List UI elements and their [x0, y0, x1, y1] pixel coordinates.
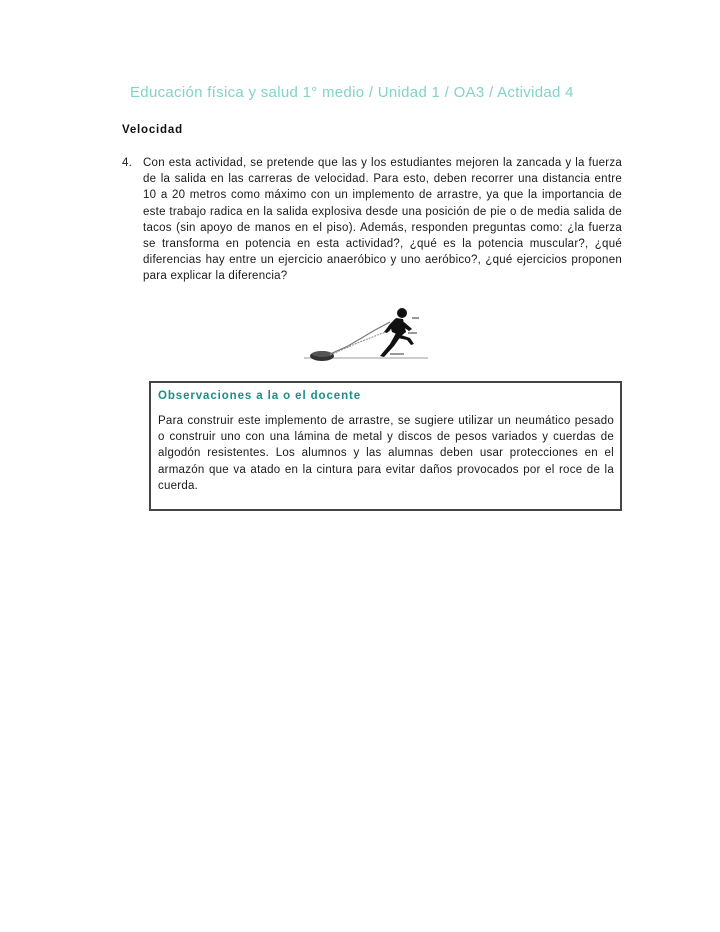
breadcrumb-header: Educación física y salud 1° medio / Unidad 1 / OA3 / Actividad 4	[130, 84, 574, 101]
notes-title: Observaciones a la o el docente	[158, 390, 362, 402]
activity-number: 4.	[122, 157, 133, 169]
runner-pulling-tire-illustration	[300, 302, 430, 372]
activity-item	[122, 155, 622, 285]
section-title: Velocidad	[122, 124, 183, 136]
activity-text: Con esta actividad, se pretende que las y los estudiantes mejoren la zancada y la fuerza de la salida en las carreras de velocidad. Para esto, deben recorrer una distancia entre 10 a 20 metros como máximo con un implemento de arrastre, ya que la importancia de este trabajo radica en la salida explosiva desde una posición de pie o de media salida de tacos (sin apoyo de manos en el piso). Además, responden preguntas como: ¿la fuerza se transforma en potencia en esta actividad?, ¿qué es la potencia muscular?, ¿qué diferencias hay entre un ejercicio anaeróbico y uno aeróbico?, ¿qué ejercicios proponen para explicar la diferencia?	[143, 157, 622, 283]
notes-text: Para construir este implemento de arrastre, se sugiere utilizar un neumático pesado o construir uno con una lámina de metal y discos de pesos variados y cuerdas de algodón resistentes. Los alumnos y las alumnas deben usar protecciones en el armazón que va atado en la cintura para evitar daños provocados por el roce de la cuerda.	[158, 415, 614, 492]
teacher-notes-box	[149, 381, 622, 511]
